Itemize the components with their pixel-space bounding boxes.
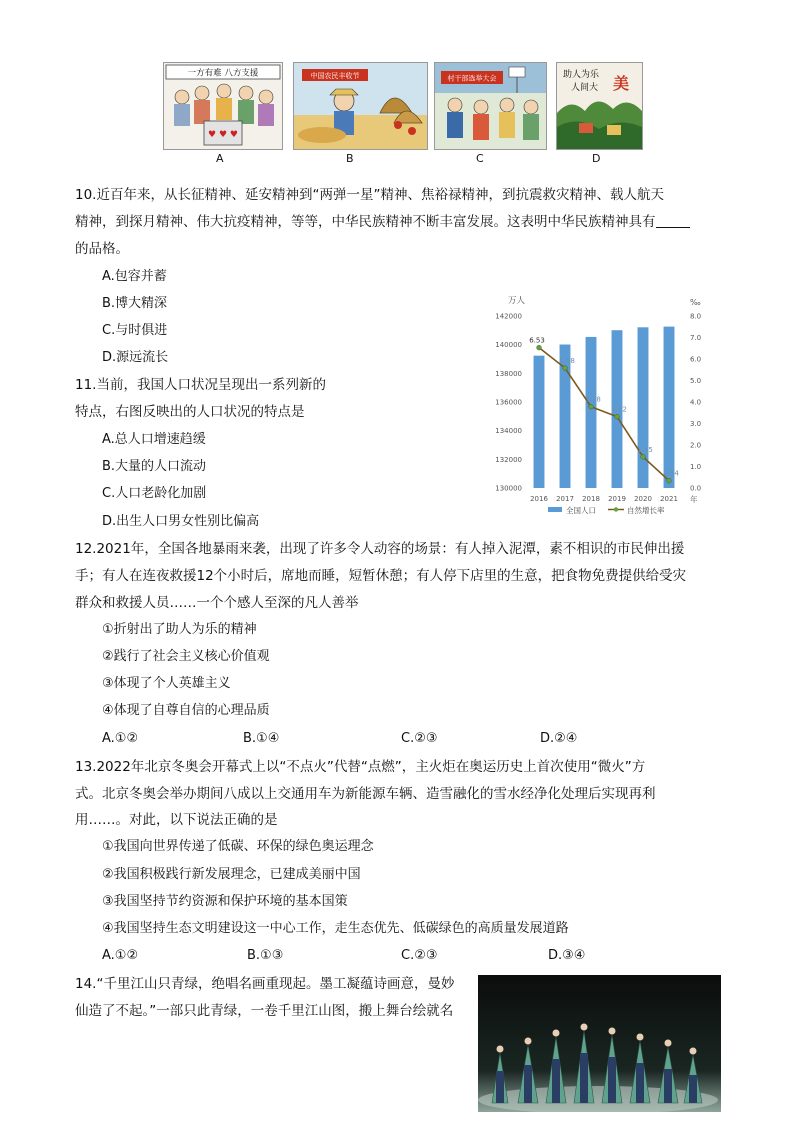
growth-rate-point bbox=[667, 478, 672, 483]
q10-option-b: B.博大精深 bbox=[102, 296, 168, 311]
left-tick-label: 136000 bbox=[495, 398, 522, 407]
left-axis-unit: 万人 bbox=[508, 296, 526, 306]
cartoon-image-b bbox=[293, 62, 428, 150]
cartoon-image-d bbox=[556, 62, 643, 150]
q13-option-d: D.③④ bbox=[548, 948, 586, 963]
legend-rate-marker bbox=[614, 507, 618, 511]
legend-population-swatch bbox=[548, 507, 562, 512]
right-tick-label: 3.0 bbox=[690, 420, 702, 428]
right-axis-unit: ‰ bbox=[690, 298, 701, 307]
right-tick-label: 4.0 bbox=[690, 398, 702, 407]
q10-line-2-text: 精神，到探月精神、伟大抗疫精神，等等，中华民族精神不断丰富发展。这表明中华民族精神具有 bbox=[75, 214, 656, 230]
x-axis-unit: 年 bbox=[690, 495, 698, 504]
q13-item-3: ③我国坚持节约资源和保护环境的基本国策 bbox=[102, 894, 348, 909]
q13-line-3: 用……。对此，以下说法正确的是 bbox=[75, 812, 278, 828]
x-tick-label: 2019 bbox=[608, 495, 626, 503]
growth-rate-value-label: 1.45 bbox=[637, 445, 653, 454]
q13-line-2: 式。北京冬奥会举办期间八成以上交通用车为新能源车辆、造雪融化的雪水经净化处理后实现再利 bbox=[75, 786, 656, 802]
q13-option-c: C.②③ bbox=[401, 948, 438, 963]
image-a-label: A bbox=[216, 152, 224, 165]
q10-line-2 bbox=[75, 212, 690, 232]
growth-rate-point bbox=[641, 454, 646, 459]
image-b-label: B bbox=[346, 152, 354, 165]
left-tick-label: 130000 bbox=[495, 484, 522, 493]
legend-rate-label: 自然增长率 bbox=[627, 506, 665, 515]
q13-option-b: B.①③ bbox=[247, 948, 284, 963]
image-d-banner-line2: 人间大 bbox=[571, 83, 599, 93]
q12-line-2: 手；有人在连夜救援12个小时后，席地而睡，短暂休憩；有人停下店里的生意，把食物免费提供给受灾 bbox=[75, 568, 687, 584]
growth-rate-point bbox=[563, 366, 568, 371]
q11-option-d: D.出生人口男女性别比偏高 bbox=[102, 514, 260, 529]
q10-option-c: C.与时俱进 bbox=[102, 323, 168, 338]
q12-line-1: 12.2021年，全国各地暴雨来袭，出现了许多令人动容的场景：有人掉入泥潭，素不相识的市民伸出援 bbox=[75, 541, 685, 557]
right-tick-label: 1.0 bbox=[690, 463, 702, 471]
q11-line-1: 11.当前，我国人口状况呈现出一系列新的 bbox=[75, 377, 326, 393]
q13-item-1: ①我国向世界传递了低碳、环保的绿色奥运理念 bbox=[102, 839, 374, 854]
q10-line-1: 10.近百年来，从长征精神、延安精神到“两弹一星”精神、焦裕禄精神，到抗震救灾精神、载人航天 bbox=[75, 187, 664, 203]
q12-option-b: B.①④ bbox=[243, 731, 280, 746]
answer-blank bbox=[656, 213, 690, 228]
q13-item-4: ④我国坚持生态文明建设这一中心工作，走生态优先、低碳绿色的高质量发展道路 bbox=[102, 921, 569, 936]
left-tick-label: 132000 bbox=[495, 455, 522, 464]
q12-option-d: D.②④ bbox=[540, 731, 578, 746]
growth-rate-value-label: 0.34 bbox=[663, 469, 679, 478]
image-b-banner-text: 中国农民丰收节 bbox=[310, 72, 360, 80]
left-tick-label: 138000 bbox=[495, 369, 522, 378]
q13-line-1: 13.2022年北京冬奥会开幕式上以“不点火”代替“点燃”，主火炬在奥运历史上首次使用“微火”方 bbox=[75, 759, 646, 775]
image-c-label: C bbox=[476, 152, 484, 165]
growth-rate-value-label: 3.78 bbox=[585, 395, 601, 404]
right-tick-label: 6.0 bbox=[690, 355, 702, 364]
q12-option-a: A.①② bbox=[102, 731, 139, 746]
image-c-banner-text: 村干部选举大会 bbox=[447, 74, 497, 83]
left-tick-label: 134000 bbox=[495, 427, 522, 436]
q11-option-a: A.总人口增速趋缓 bbox=[102, 432, 206, 447]
cartoon-image-c bbox=[434, 62, 547, 150]
q12-item-4: ④体现了自尊自信的心理品质 bbox=[102, 703, 270, 718]
x-tick-label: 2021 bbox=[660, 495, 678, 503]
x-tick-label: 2017 bbox=[556, 495, 574, 503]
cartoon-image-a bbox=[163, 62, 283, 150]
q12-item-2: ②践行了社会主义核心价值观 bbox=[102, 649, 270, 664]
growth-rate-point bbox=[589, 404, 594, 409]
left-tick-label: 140000 bbox=[495, 341, 522, 350]
population-bar bbox=[638, 327, 649, 488]
growth-rate-value-label: 3.32 bbox=[611, 405, 627, 414]
q14-line-1: 14.“千里江山只青绿，绝唱名画重现起。墨工凝蕴诗画意，曼妙 bbox=[75, 976, 455, 992]
right-tick-label: 7.0 bbox=[690, 334, 702, 342]
q12-option-c: C.②③ bbox=[401, 731, 438, 746]
q12-item-3: ③体现了个人英雄主义 bbox=[102, 676, 231, 691]
population-chart bbox=[486, 290, 716, 520]
q13-option-a: A.①② bbox=[102, 948, 139, 963]
growth-rate-point bbox=[615, 414, 620, 419]
svg-text:♥ ♥ ♥: ♥ ♥ ♥ bbox=[208, 130, 238, 140]
q10-line-3: 的品格。 bbox=[75, 241, 129, 257]
q14-line-2: 仙造了不起。”一部只此青绿，一卷千里江山图，搬上舞台绘就名 bbox=[75, 1003, 454, 1019]
x-tick-label: 2020 bbox=[634, 495, 652, 503]
image-d-banner-line1: 助人为乐 bbox=[563, 70, 600, 80]
image-d-banner-accent: 美 bbox=[613, 74, 630, 93]
q11-line-2: 特点，右图反映出的人口状况的特点是 bbox=[75, 404, 305, 420]
q12-line-3: 群众和救援人员……一个个感人至深的凡人善举 bbox=[75, 595, 359, 611]
growth-rate-value-label: 6.53 bbox=[529, 336, 545, 345]
q10-option-a: A.包容并蓄 bbox=[102, 269, 167, 284]
left-tick-label: 142000 bbox=[495, 312, 522, 321]
image-d-label: D bbox=[592, 152, 601, 165]
image-a-banner-text: 一方有难 八方支援 bbox=[187, 68, 259, 79]
dance-stage-photo bbox=[478, 975, 721, 1112]
right-tick-label: 5.0 bbox=[690, 377, 702, 385]
x-tick-label: 2018 bbox=[582, 495, 600, 503]
right-tick-label: 0.0 bbox=[690, 484, 702, 493]
q11-option-c: C.人口老龄化加剧 bbox=[102, 486, 207, 501]
q13-item-2: ②我国积极践行新发展理念，已建成美丽中国 bbox=[102, 867, 361, 882]
population-bar bbox=[664, 327, 675, 488]
growth-rate-value-label: 5.58 bbox=[559, 357, 575, 366]
q11-option-b: B.大量的人口流动 bbox=[102, 459, 207, 474]
q10-option-d: D.源远流长 bbox=[102, 350, 169, 365]
population-bar bbox=[534, 356, 545, 488]
x-tick-label: 2016 bbox=[530, 495, 548, 503]
q12-item-1: ①折射出了助人为乐的精神 bbox=[102, 622, 257, 637]
legend-population-label: 全国人口 bbox=[566, 506, 596, 515]
right-tick-label: 8.0 bbox=[690, 312, 702, 321]
right-tick-label: 2.0 bbox=[690, 441, 702, 450]
growth-rate-point bbox=[537, 345, 542, 350]
population-chart-svg bbox=[486, 290, 716, 520]
population-bar bbox=[586, 337, 597, 488]
growth-rate-line bbox=[539, 348, 669, 481]
